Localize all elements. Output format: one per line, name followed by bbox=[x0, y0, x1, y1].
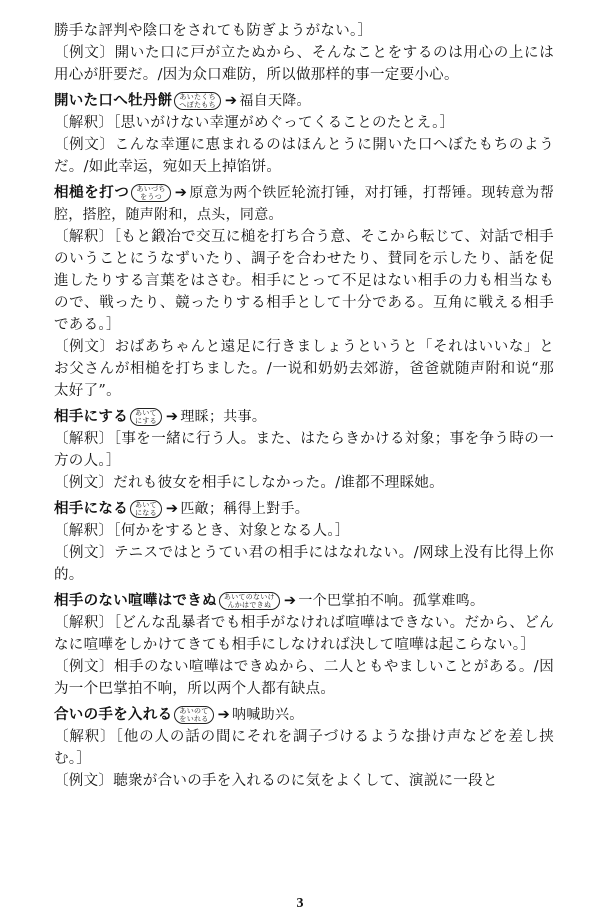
meaning: 呐喊助兴。 bbox=[232, 707, 304, 723]
example-block: 〔例文〕開いた口に戸が立たぬから、そんなことをするのは用心の上には用心が肝要だ。/因为众口难防，所以做那样的事一定要小心。 bbox=[54, 45, 554, 83]
meaning: 福自天降。 bbox=[239, 93, 311, 109]
ruby-reading: あいのて をいれる bbox=[174, 706, 213, 724]
entry-header bbox=[54, 498, 554, 520]
headword: 相手のない喧嘩はできぬ bbox=[54, 593, 217, 609]
ruby-reading: あいたくち へぼたもち bbox=[174, 92, 221, 110]
headword: 開いた口へ牡丹餅 bbox=[54, 93, 173, 109]
meaning: 一个巴掌拍不响。孤掌难鸣。 bbox=[298, 593, 485, 609]
entry-header bbox=[54, 704, 554, 726]
explanation-block: 〔解釈〕［どんな乱暴者でも相手がなければ喧嘩はできない。だから、どんなに喧嘩をしかけてきても相手にしなければ決して喧嘩は起こらない。］ bbox=[54, 615, 554, 653]
entry-header bbox=[54, 590, 554, 612]
page-number: 3 bbox=[296, 896, 304, 911]
ruby-reading: あいづち をうつ bbox=[131, 184, 170, 202]
example-block: 〔例文〕相手のない喧嘩はできぬから、二人ともやましいことがある。/因为一个巴掌拍不响，所以两个人都有缺点。 bbox=[54, 659, 554, 697]
dictionary-page bbox=[54, 20, 554, 792]
example-block: 〔例文〕テニスではとうてい君の相手にはなれない。/网球上没有比得上你的。 bbox=[54, 545, 554, 583]
continued-text: 勝手な評判や陰口をされても防ぎようがない。］ bbox=[54, 23, 373, 39]
dictionary-entry bbox=[54, 406, 554, 494]
arrow-icon: ➔ bbox=[165, 409, 179, 425]
ruby-reading: あいてのないけ んかはできぬ bbox=[219, 592, 280, 610]
arrow-icon: ➔ bbox=[283, 593, 297, 609]
headword: 相槌を打つ bbox=[54, 185, 130, 201]
dictionary-entry bbox=[54, 90, 554, 178]
meaning: 原意为两个铁匠轮流打锤，对打锤，打帮锤。现转意为帮腔，搭腔，随声附和，点头，同意。 bbox=[54, 185, 555, 223]
arrow-icon: ➔ bbox=[224, 93, 238, 109]
headword: 合いの手を入れる bbox=[54, 707, 173, 723]
explanation-block: 〔解釈〕［事を一緒に行う人。また、はたらきかける対象；事を争う時の一方の人。］ bbox=[54, 431, 554, 469]
example-block: 〔例文〕聴衆が合いの手を入れるのに気をよくして、演説に一段と bbox=[54, 773, 498, 789]
arrow-icon: ➔ bbox=[217, 707, 231, 723]
explanation-block: 〔解釈〕［他の人の話の間にそれを調子づけるような掛け声などを差し挟む。］ bbox=[54, 729, 554, 767]
dictionary-entry bbox=[54, 704, 554, 792]
entry-header bbox=[54, 182, 554, 226]
ruby-reading: あいて にする bbox=[130, 408, 162, 426]
ruby-reading: あいて になる bbox=[130, 500, 162, 518]
example-block: 〔例文〕おばあちゃんと遠足に行きましょうというと「それはいいな」とお父さんが相槌を打ちました。/一说和奶奶去郊游，爸爸就随声附和说“那太好了”。 bbox=[54, 339, 554, 399]
explanation-block: 〔解釈〕［もと鍛冶で交互に槌を打ち合う意、そこから転じて、対話で相手のいうことにうなずいたり、調子を合わせたり、賛同を示したり、話を促進したりする言葉をはさむ。相手にとって不足はない相手の力も相当なもので、戦ったり、競ったりする相手として十分である。互角に戦える相手である。］ bbox=[54, 229, 554, 333]
dictionary-entry bbox=[54, 182, 554, 402]
example-block: 〔例文〕だれも彼女を相手にしなかった。/谁都不理睬她。 bbox=[54, 475, 444, 491]
meaning: 理睬；共事。 bbox=[180, 409, 267, 425]
example-block: 〔例文〕こんな幸運に恵まれるのはほんとうに開いた口へぼたもちのようだ。/如此幸运，宛如天上掉馅饼。 bbox=[54, 137, 554, 175]
meaning: 匹敵；稱得上對手。 bbox=[180, 501, 310, 517]
explanation-block: 〔解釈〕［思いがけない幸運がめぐってくることのたとえ。］ bbox=[54, 115, 455, 131]
entry-header bbox=[54, 90, 554, 112]
dictionary-entry bbox=[54, 590, 554, 700]
explanation-block: 〔解釈〕［何かをするとき、対象となる人。］ bbox=[54, 523, 350, 539]
arrow-icon: ➔ bbox=[174, 185, 188, 201]
headword: 相手になる bbox=[54, 501, 128, 517]
entry-header bbox=[54, 406, 554, 428]
arrow-icon: ➔ bbox=[165, 501, 179, 517]
dictionary-entry bbox=[54, 498, 554, 586]
headword: 相手にする bbox=[54, 409, 128, 425]
